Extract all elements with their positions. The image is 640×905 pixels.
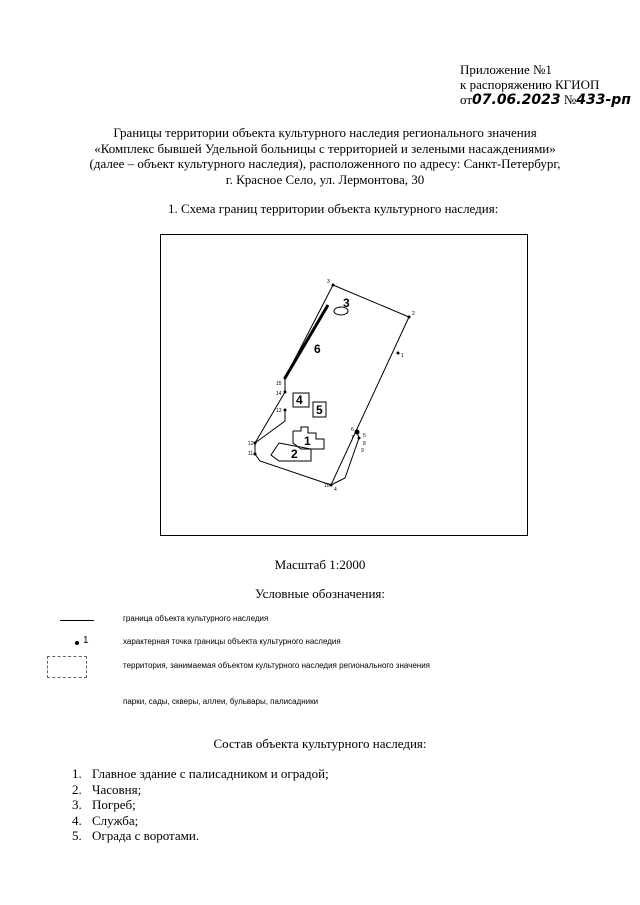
point-label-10: 10 bbox=[324, 483, 330, 489]
point-label-9: 9 bbox=[361, 448, 364, 454]
point-label-6: 6 bbox=[351, 427, 354, 433]
legend-label: территория, занимаемая объектом культурного наследия регионального значения bbox=[123, 661, 430, 670]
label-building-2: 2 bbox=[291, 447, 298, 461]
point-label-8: 8 bbox=[363, 441, 366, 447]
map-scale: Масштаб 1:2000 bbox=[274, 557, 366, 572]
point-label-4: 4 bbox=[334, 487, 337, 493]
title-line: г. Красное Село, ул. Лермонтова, 30 bbox=[225, 171, 425, 187]
document-title bbox=[60, 125, 590, 187]
point-marker-icon bbox=[75, 641, 79, 645]
legend-item-territory bbox=[60, 658, 580, 680]
legend-item-parks bbox=[60, 694, 580, 716]
appendix-line-3 bbox=[460, 92, 631, 108]
legend-item-boundary bbox=[60, 611, 580, 633]
point-label-1: 1 bbox=[401, 353, 404, 359]
point-label-7: 7 bbox=[351, 435, 354, 441]
list-item: 5. Ограда с воротами. bbox=[72, 828, 200, 843]
point-label-12: 12 bbox=[248, 441, 254, 447]
title-line: (далее – объект культурного наследия), расположенного по адресу: Санкт-Петербург, bbox=[89, 156, 561, 171]
legend-label: граница объекта культурного наследия bbox=[123, 614, 269, 623]
title-line: «Комплекс бывшей Удельной больницы с территорией и зелеными насаждениями» bbox=[94, 140, 556, 156]
territory-box-icon bbox=[47, 656, 87, 678]
list-item: 3. Погреб; bbox=[72, 797, 136, 812]
point-label-11: 11 bbox=[248, 451, 254, 457]
title-line: Границы территории объекта культурного наследия регионального значения bbox=[113, 125, 537, 140]
list-item: 1. Главное здание с палисадником и оградой; bbox=[72, 766, 329, 781]
legend-label: характерная точка границы объекта культурного наследия bbox=[123, 637, 341, 646]
label-building-3: 3 bbox=[343, 296, 350, 310]
map-drawing bbox=[161, 235, 527, 535]
label-building-5: 5 bbox=[316, 403, 323, 417]
appendix-line-1: Приложение №1 bbox=[460, 62, 552, 77]
point-label-14: 14 bbox=[276, 391, 282, 397]
date-prefix: от bbox=[460, 92, 473, 107]
inner-enclosure bbox=[255, 410, 285, 443]
boundary-line-icon bbox=[60, 620, 94, 621]
section-heading: 1. Схема границ территории объекта культурного наследия: bbox=[168, 201, 499, 216]
document-number: 433-рп bbox=[576, 92, 631, 108]
list-item: 4. Служба; bbox=[72, 812, 139, 828]
wall-segment-6 bbox=[285, 305, 328, 378]
boundary-map bbox=[160, 234, 528, 536]
composition-list bbox=[72, 766, 329, 844]
point-label-15: 15 bbox=[276, 381, 282, 387]
label-building-4: 4 bbox=[296, 393, 303, 407]
appendix-header bbox=[460, 62, 631, 108]
point-label-3: 3 bbox=[327, 279, 330, 285]
appendix-line-2: к распоряжению КГИОП bbox=[460, 77, 600, 92]
legend-point-number: 1 bbox=[83, 635, 89, 646]
label-building-6: 6 bbox=[314, 342, 321, 356]
legend-label: парки, сады, скверы, аллеи, бульвары, палисадники bbox=[123, 697, 319, 706]
point-label-2: 2 bbox=[412, 311, 415, 317]
legend-title: Условные обозначения: bbox=[254, 586, 386, 601]
legend-item-point bbox=[60, 634, 580, 656]
point-label-13: 13 bbox=[276, 408, 282, 414]
document-date: 07.06.2023 bbox=[472, 92, 561, 108]
point-label-5: 5 bbox=[363, 433, 366, 439]
list-item: 2. Часовня; bbox=[72, 781, 142, 797]
number-prefix: № bbox=[563, 92, 577, 107]
composition-title: Состав объекта культурного наследия: bbox=[213, 736, 427, 751]
label-building-1: 1 bbox=[304, 434, 311, 448]
